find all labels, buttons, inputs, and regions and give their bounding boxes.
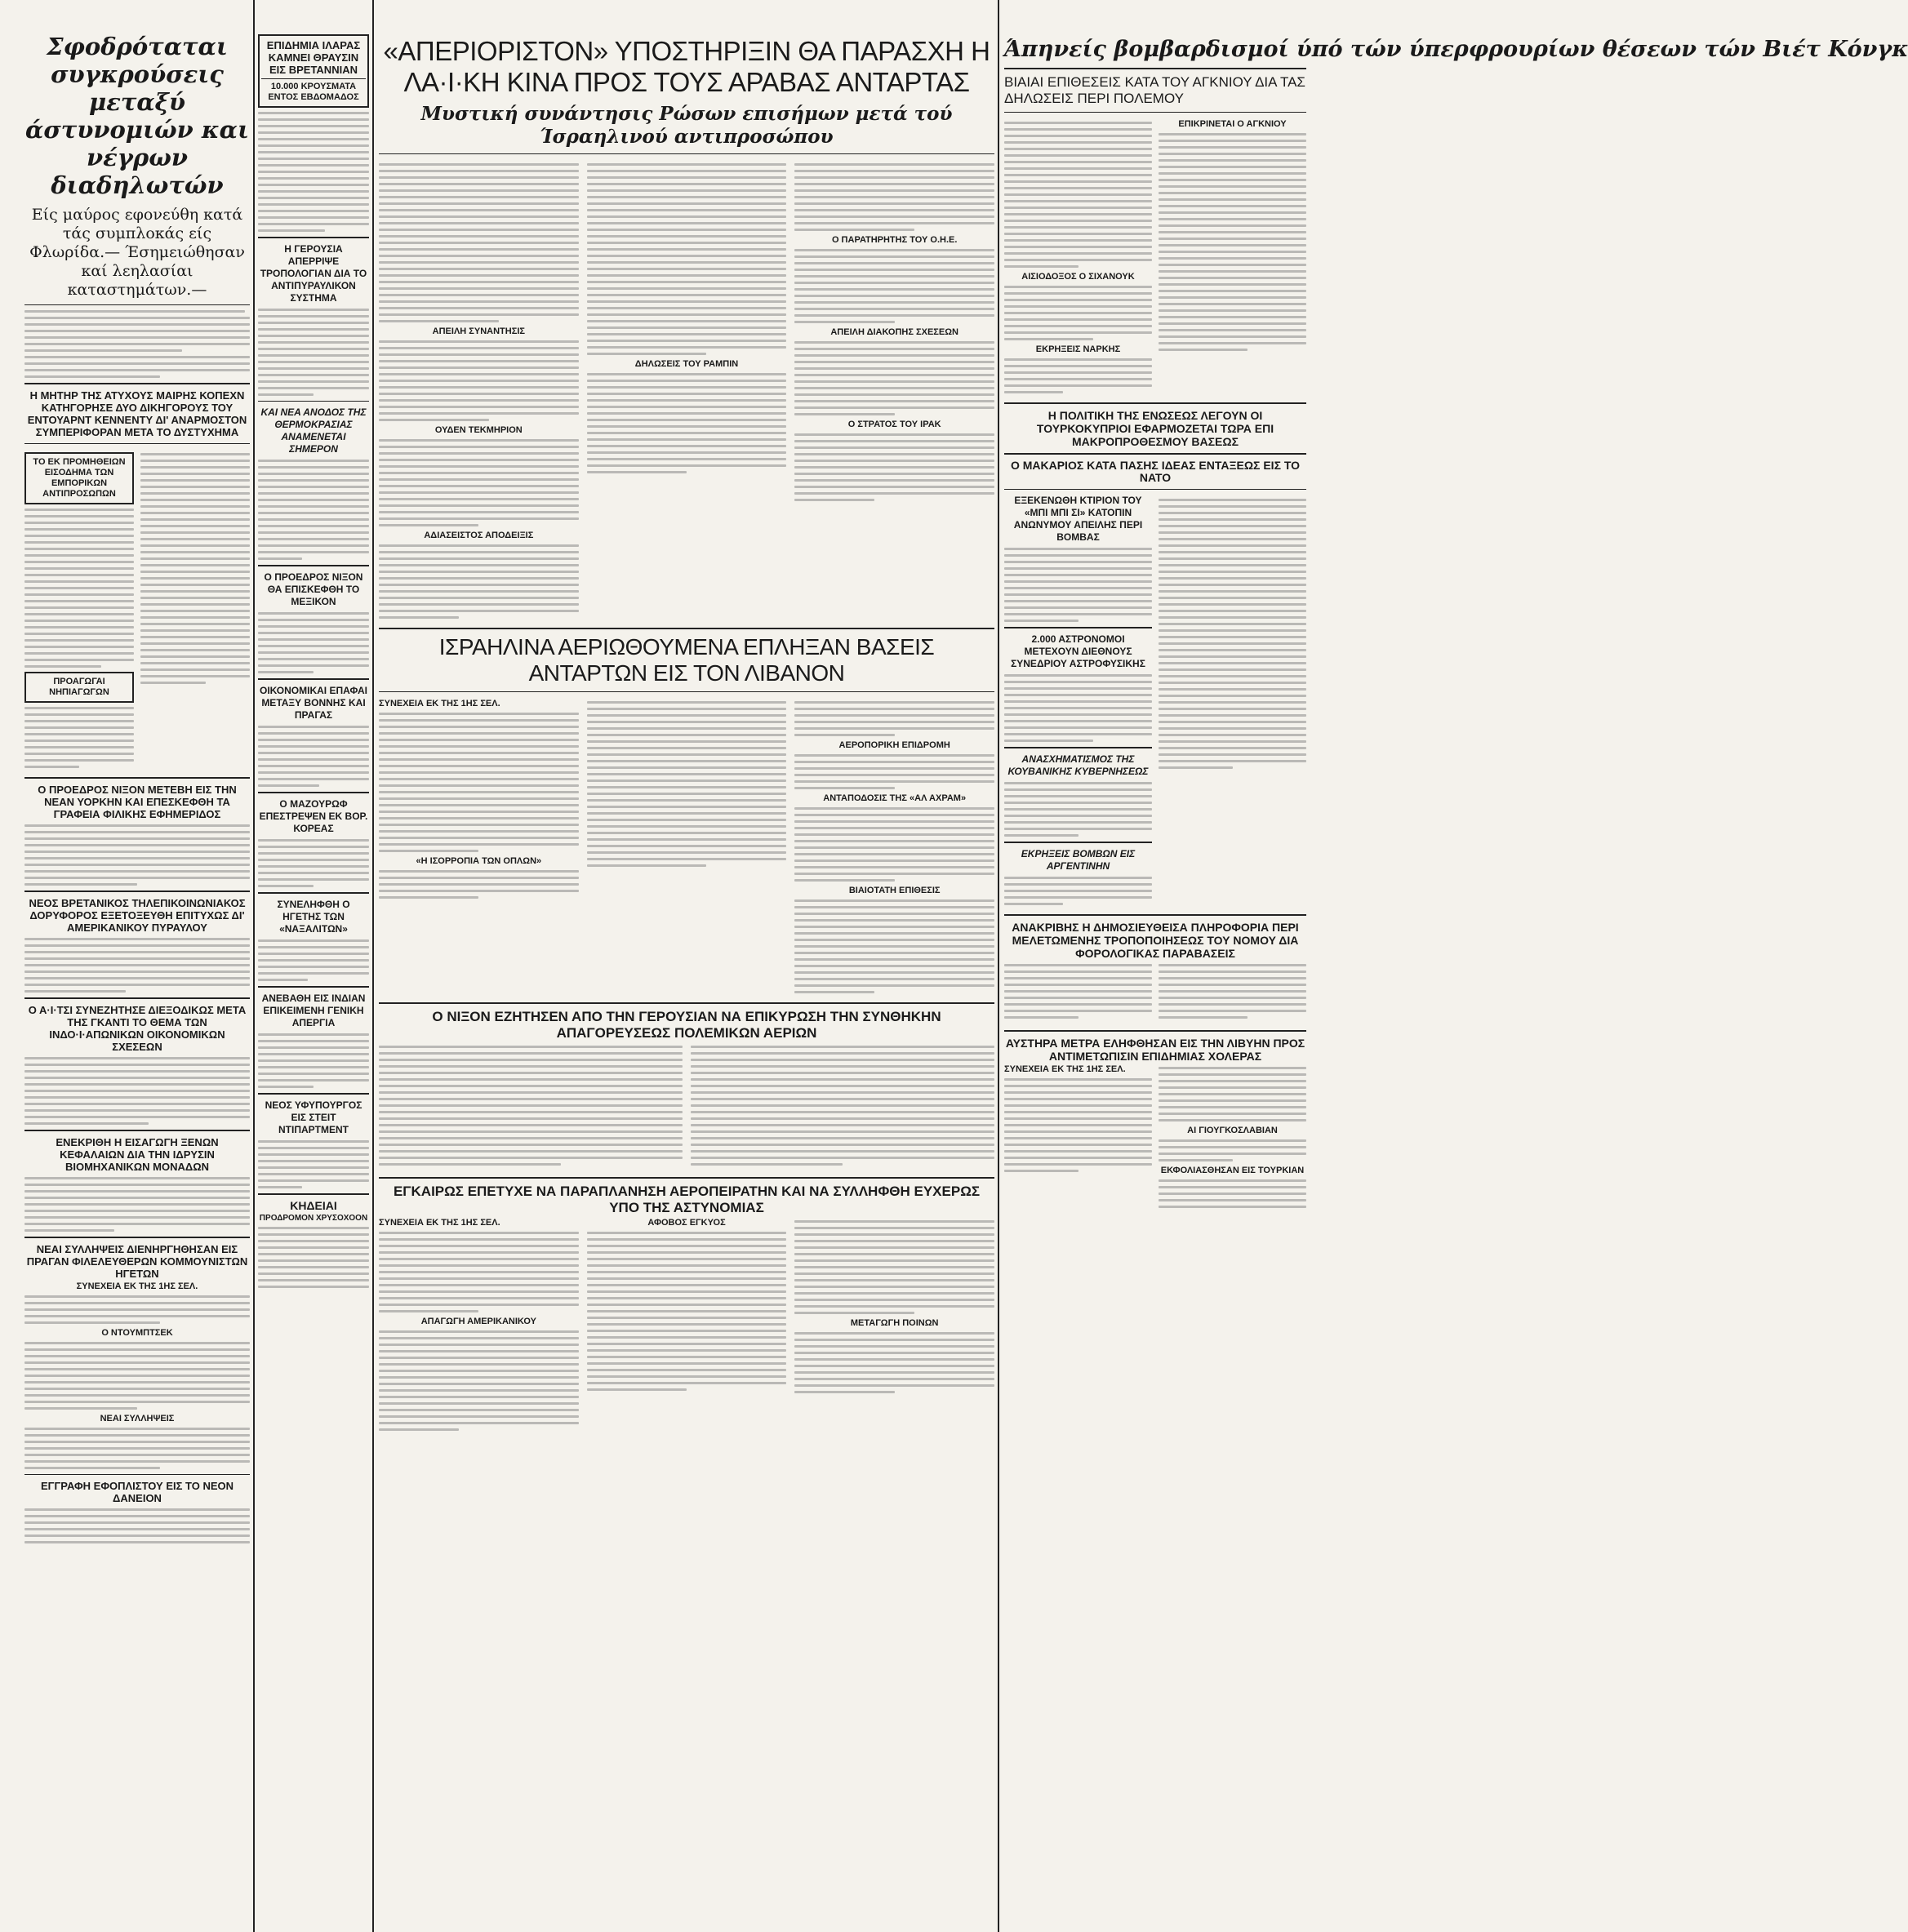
headline-aichi-gandhi: Ο Α·Ι·ΤΣΙ ΣΥΝΕΖΗΤΗΣΕ ΔΙΕΞΟΔΙΚΩΣ ΜΕΤΑ ΤΗΣ ΓΚΑΝΤΙ ΤΟ ΘΕΜΑ ΤΩΝ ΙΝΔΟ·Ι·ΑΠΩΝΙΚΩΝ ΟΙΚΟΝΟΜΙΚΩΝ ΣΧΕΣΕΩΝ bbox=[28, 1004, 247, 1053]
headline-naxalites: ΣΥΝΕΛΗΦΘΗ Ο ΗΓΕΤΗΣ ΤΩΝ «ΝΑΞΑΛΙΤΩΝ» bbox=[277, 899, 350, 935]
box-commercial bbox=[24, 452, 134, 504]
continuation-label: ΣΥΝΕΧΕΙΑ ΕΚ ΤΗΣ 1ΗΣ ΣΕΛ. bbox=[379, 1218, 500, 1228]
lead-subheadline: Είς μαύρος εφονεύθη κατά τάς συμπλοκάς είς Φλωρίδα.— Έσημειώθησαν καί λεηλασίαι καταστημάτων.— bbox=[29, 206, 245, 299]
headline-bbc-bomb: ΕΞΕΚΕΝΩΘΗ ΚΤΙΡΙΟΝ ΤΟΥ «ΜΠΙ ΜΠΙ ΣΙ» ΚΑΤΟΠΙΝ ΑΝΩΝΥΜΟΥ ΑΠΕΙΛΗΣ ΠΕΡΙ ΒΟΜΒΑΣ bbox=[1013, 495, 1143, 543]
subhead-yugoslavia: ΑΙ ΓΙΟΥΓΚΟΣΛΑΒΙΑΝ bbox=[1187, 1126, 1278, 1135]
headline-makarios-nato: Ο ΜΑΚΑΡΙΟΣ ΚΑΤΑ ΠΑΣΗΣ ΙΔΕΑΣ ΕΝΤΑΞΕΩΣ ΕΙΣ ΤΟ ΝΑΤΟ bbox=[1010, 459, 1301, 484]
column-rule bbox=[998, 0, 999, 1932]
subhead-pregnant: ΑΦΟΒΟΣ ΕΓΚΥΟΣ bbox=[647, 1218, 726, 1228]
headline-astronomers: 2.000 ΑΣΤΡΟΝΟΜΟΙ ΜΕΤΕΧΟΥΝ ΔΙΕΘΝΟΥΣ ΣΥΝΕΔΡΙΟΥ ΑΣΤΡΟΦΥΣΙΚΗΣ bbox=[1011, 633, 1145, 669]
banner-story bbox=[379, 159, 994, 623]
headline-satellite: ΝΕΟΣ ΒΡΕΤΑΝΙΚΟΣ ΤΗΛΕΠΙΚΟΙΝΩΝΙΑΚΟΣ ΔΟΡΥΦΟΡΟΣ ΕΞΕΤΟΞΕΥΘΗ ΕΠΙΤΥΧΩΣ ΔΙ' ΑΜΕΡΙΚΑΝΙΚΟΥ ΠΥΡΑΥΛΟΥ bbox=[29, 897, 246, 934]
subhead-breaking-relations: ΑΠΕΙΛΗ ΔΙΑΚΟΠΗΣ ΣΧΕΣΕΩΝ bbox=[830, 327, 958, 337]
nixon-gas-headline: Ο ΝΙΞΟΝ ΕΖΗΤΗΣΕΝ ΑΠΟ ΤΗΝ ΓΕΡΟΥΣΙΑΝ ΝΑ ΕΠΙΚΥΡΩΣΗ ΤΗΝ ΣΥΝΘΗΚΗΝ ΑΠΑΓΟΡΕΥΣΕΩΣ ΠΟΛΕΜΙΚΩΝ ΑΕΡΙΩΝ bbox=[432, 1009, 941, 1041]
box-commercial-title: ΤΟ ΕΚ ΠΡΟΜΗΘΕΙΩΝ ΕΙΣΟΔΗΜΑ ΤΩΝ ΕΜΠΟΡΙΚΩΝ ΑΝΤΙΠΡΟΣΩΠΩΝ bbox=[33, 457, 126, 499]
hijack-headline: ΕΓΚΑΙΡΩΣ ΕΠΕΤΥΧΕ ΝΑ ΠΑΡΑΠΛΑΝΗΣΗ ΑΕΡΟΠΕΙΡΑΤΗΝ ΚΑΙ ΝΑ ΣΥΛΛΗΦΘΗ ΕΥΧΕΡΩΣ ΥΠΟ ΤΗΣ ΑΣΤΥΝΟΜΙΑΣ bbox=[393, 1184, 981, 1215]
headline-bonn-prague: ΟΙΚΟΝΟΜΙΚΑΙ ΕΠΑΦΑΙ ΜΕΤΑΞΥ ΒΟΝΝΗΣ ΚΑΙ ΠΡΑΓΑΣ bbox=[260, 685, 367, 721]
headline-libya-cholera: ΑΥΣΤΗΡΑ ΜΕΤΡΑ ΕΛΗΦΘΗΣΑΝ ΕΙΣ ΤΗΝ ΛΙΒΥΗΝ ΠΡΟΣ ΑΝΤΙΜΕΤΩΠΙΣΙΝ ΕΠΙΔΗΜΙΑΣ ΧΟΛΕΡΑΣ bbox=[1005, 1037, 1305, 1063]
headline-mazurov: Ο ΜΑΖΟΥΡΩΦ ΕΠΕΣΤΡΕΨΕΝ ΕΚ ΒΟΡ. ΚΟΡΕΑΣ bbox=[259, 798, 368, 834]
continuation-label: ΣΥΝΕΧΕΙΑ ΕΚ ΤΗΣ 1ΗΣ ΣΕΛ. bbox=[1004, 1064, 1126, 1074]
box-nursery-title: ΠΡΟΑΓΩΓΑΙ ΝΗΠΙΑΓΩΓΩΝ bbox=[49, 677, 109, 697]
box-measles bbox=[258, 34, 369, 108]
israel-story bbox=[379, 697, 994, 997]
subhead-balance: «Η ΙΣΟΡΡΟΠΙΑ ΤΩΝ ΟΠΛΩΝ» bbox=[416, 856, 542, 866]
headline-turkish-cypriots: Η ΠΟΛΙΤΙΚΗ ΤΗΣ ΕΝΩΣΕΩΣ ΛΕΓΟΥΝ ΟΙ ΤΟΥΡΚΟΚΥΠΡΙΟΙ ΕΦΑΡΜΟΖΕΤΑΙ ΤΩΡΑ ΕΠΙ ΜΑΚΡΟΠΡΟΘΕΣΜΟΥ ΒΑΣΕΩΣ bbox=[1036, 409, 1274, 448]
subhead-turkey: ΕΚΦΟΛΙΑΣΘΗΣΑΝ ΕΙΣ ΤΟΥΡΚΙΑΝ bbox=[1160, 1166, 1305, 1175]
subhead-proof: ΑΔΙΑΣΕΙΣΤΟΣ ΑΠΟΔΕΙΞΙΣ bbox=[424, 531, 534, 540]
vietnam-lead: Άπηνείς βομβαρδισμοί ύπό τών ύπερφρουρίων θέσεων τών Βιέτ Κόνγκ bbox=[1004, 37, 1908, 62]
headline-prague-arrests: ΝΕΑΙ ΣΥΛΛΗΨΕΙΣ ΔΙΕΝΗΡΓΗΘΗΣΑΝ ΕΙΣ ΠΡΑΓΑΝ ΦΙΛΕΛΕΥΘΕΡΩΝ ΚΟΜΜΟΥΝΙΣΤΩΝ ΗΓΕΤΩΝ bbox=[26, 1243, 248, 1280]
headline-senate-abm: Η ΓΕΡΟΥΣΙΑ ΑΠΕΡΡΙΨΕ ΤΡΟΠΟΛΟΓΙΑΝ ΔΙΑ ΤΟ ΑΝΤΙΠΥΡΑΥΛΙΚΟΝ ΣΥΣΤΗΜΑ bbox=[260, 243, 367, 304]
subhead-rabin: ΔΗΛΩΣΕΙΣ ΤΟΥ ΡΑΜΠΙΝ bbox=[634, 359, 739, 369]
subhead-sihanouk: ΑΙΣΙΟΔΟΞΟΣ Ο ΣΙΧΑΝΟΥΚ bbox=[1021, 272, 1135, 282]
headline-shipowner-loan: ΕΓΓΡΑΦΗ ΕΦΟΠΛΙΣΤΟΥ ΕΙΣ ΤΟ ΝΕΟΝ ΔΑΝΕΙΟΝ bbox=[40, 1480, 234, 1504]
subhead-sentence-commute: ΜΕΤΑΓΩΓΗ ΠΟΙΝΩΝ bbox=[850, 1318, 939, 1328]
box-measles-title: ΕΠΙΔΗΜΙΑ ΙΛΑΡΑΣ ΚΑΜΝΕΙ ΘΡΑΥΣΙΝ ΕΙΣ ΒΡΕΤΑΝΝΙΑΝ bbox=[266, 39, 361, 76]
headline-tax-law: ΑΝΑΚΡΙΒΗΣ Η ΔΗΜΟΣΙΕΥΘΕΙΣΑ ΠΛΗΡΟΦΟΡΙΑ ΠΕΡΙ ΜΕΛΕΤΩΜΕΝΗΣ ΤΡΟΠΟΠΟΙΗΣΕΩΣ ΤΟΥ ΝΟΜΟΥ ΔΙΑ ΦΟΡΟΛΟΓΙΚΑΣ ΠΑΡΑΒΑΣΕΙΣ bbox=[1012, 921, 1299, 960]
headline-agnew: ΒΙΑΙΑΙ ΕΠΙΘΕΣΕΙΣ ΚΑΤΑ ΤΟΥ ΑΓΚΝΙΟΥ ΔΙΑ ΤΑΣ ΔΗΛΩΣΕΙΣ ΠΕΡΙ ΠΟΛΕΜΟΥ bbox=[1004, 74, 1305, 106]
banner-headline: «ΑΠΕΡΙΟΡΙΣΤΟΝ» ΥΠΟΣΤΗΡΙΞΙΝ ΘΑ ΠΑΡΑΣΧΗ Η ΛΑ·Ι·ΚΗ ΚΙΝΑ ΠΡΟΣ ΤΟΥΣ ΑΡΑΒΑΣ ΑΝΤΑΡΤΑΣ bbox=[383, 36, 990, 97]
subhead-no-evidence: ΟΥΔΕΝ ΤΕΚΜΗΡΙΟΝ bbox=[434, 425, 523, 435]
continuation-label: ΣΥΝΕΧΕΙΑ ΕΚ ΤΗΣ 1ΗΣ ΣΕΛ. bbox=[379, 699, 500, 708]
israel-headline: ΙΣΡΑΗΛΙΝΑ ΑΕΡΙΩΘΟΥΜΕΝΑ ΕΠΛΗΞΑΝ ΒΑΣΕΙΣ ΑΝΤΑΡΤΩΝ ΕΙΣ ΤΟΝ ΛΙΒΑΝΟΝ bbox=[438, 634, 935, 686]
subhead-air-raid: ΑΕΡΟΠΟΡΙΚΗ ΕΠΙΔΡΟΜΗ bbox=[838, 740, 950, 750]
column-2 bbox=[258, 0, 369, 1932]
subhead-retaliation: ΑΝΤΑΠΟΔΟΣΙΣ ΤΗΣ «ΑΛ ΑΧΡΑΜ» bbox=[823, 793, 967, 803]
box-nursery bbox=[24, 672, 134, 703]
column-4 bbox=[1004, 0, 1908, 1932]
column-1 bbox=[24, 0, 250, 1932]
headline-india-strike: ΑΝΕΒΑΘΗ ΕΙΣ ΙΝΔΙΑΝ ΕΠΙΚΕΙΜΕΝΗ ΓΕΝΙΚΗ ΑΠΕΡΓΙΑ bbox=[261, 993, 366, 1028]
headline-heat: ΚΑΙ ΝΕΑ ΑΝΟΔΟΣ ΤΗΣ ΘΕΡΜΟΚΡΑΣΙΑΣ ΑΝΑΜΕΝΕΤΑΙ ΣΗΜΕΡΟΝ bbox=[260, 406, 367, 455]
subhead-american-kidnap: ΑΠΑΓΩΓΗ ΑΜΕΡΙΚΑΝΙΚΟΥ bbox=[420, 1317, 536, 1326]
headline-funerals: ΚΗΔΕΙΑΙ bbox=[290, 1199, 337, 1212]
banner-subheadline: Μυστική συνάντησις Ρώσων επισήμων μετά τού Ίσραηλινού αντιπροσώπου bbox=[420, 103, 953, 148]
headline-cuba-reshuffle: ΑΝΑΣΧΗΜΑΤΙΣΜΟΣ ΤΗΣ ΚΟΥΒΑΝΙΚΗΣ ΚΥΒΕΡΝΗΣΕΩΣ bbox=[1007, 753, 1149, 777]
column-rule bbox=[372, 0, 374, 1932]
subhead-mine-blasts: ΕΚΡΗΞΕΙΣ ΝΑΡΚΗΣ bbox=[1035, 344, 1121, 354]
continuation-label: ΣΥΝΕΧΕΙΑ ΕΚ ΤΗΣ 1ΗΣ ΣΕΛ. bbox=[76, 1281, 198, 1291]
subhead-attack: ΒΙΑΙΟΤΑΤΗ ΕΠΙΘΕΣΙΣ bbox=[848, 886, 941, 895]
funeral-name: ΠΡΟΔΡΟΜΟΝ ΧΡΥΣΟΧΟΟΝ bbox=[259, 1214, 368, 1223]
headline-argentina-bombs: ΕΚΡΗΞΕΙΣ ΒΟΜΒΩΝ ΕΙΣ ΑΡΓΕΝΤΙΝΗΝ bbox=[1021, 848, 1136, 872]
subhead-new-arrests: ΝΕΑΙ ΣΥΛΛΗΨΕΙΣ bbox=[100, 1414, 175, 1423]
subhead-meeting: ΑΠΕΙΛΗ ΣΥΝΑΝΤΗΣΙΣ bbox=[432, 326, 525, 336]
subhead-dubcek: Ο ΝΤΟΥΜΠΤΣΕΚ bbox=[101, 1328, 173, 1338]
headline-nixon-mexico: Ο ΠΡΟΕΔΡΟΣ ΝΙΞΟΝ ΘΑ ΕΠΙΣΚΕΦΘΗ ΤΟ ΜΕΞΙΚΟΝ bbox=[264, 571, 363, 607]
center-column bbox=[379, 0, 994, 1932]
lead-headline: Σφοδρόταται συγκρούσεις μεταξύ άστυνομιών και νέγρων διαδηλωτών bbox=[25, 33, 249, 199]
subhead-iraq-army: Ο ΣΤΡΑΤΟΣ ΤΟΥ ΙΡΑΚ bbox=[847, 420, 941, 429]
headline-nixon-newyork: Ο ΠΡΟΕΔΡΟΣ ΝΙΞΟΝ ΜΕΤΕΒΗ ΕΙΣ ΤΗΝ ΝΕΑΝ ΥΟΡΚΗΝ ΚΑΙ ΕΠΕΣΚΕΦΘΗ ΤΑ ΓΡΑΦΕΙΑ ΦΙΛΙΚΗΣ ΕΦΗΜΕΡΙΔΟΣ bbox=[38, 784, 237, 820]
column-rule bbox=[253, 0, 255, 1932]
headline-kopechne: Η ΜΗΤΗΡ ΤΗΣ ΑΤΥΧΟΥΣ ΜΑΙΡΗΣ ΚΟΠΕΧΝ ΚΑΤΗΓΟΡΗΣΕ ΔΥΟ ΔΙΚΗΓΟΡΟΥΣ ΤΟΥ ΕΝΤΟΥΑΡΝΤ ΚΕΝΝΕΝΤΥ ΔΙ' ΑΝΑΡΜΟΣΤΟΝ ΣΥΜΠΕΡΙΦΟΡΑΝ ΜΕΤΑ ΤΟ ΔΥΣΤΥΧΗΜΑ bbox=[27, 389, 247, 438]
headline-foreign-capital: ΕΝΕΚΡΙΘΗ Η ΕΙΣΑΓΩΓΗ ΞΕΝΩΝ ΚΕΦΑΛΑΙΩΝ ΔΙΑ ΤΗΝ ΙΔΡΥΣΙΝ ΒΙΟΜΗΧΑΝΙΚΩΝ ΜΟΝΑΔΩΝ bbox=[56, 1136, 219, 1173]
subhead-agnew-criticized: ΕΠΙΚΡΙΝΕΤΑΙ Ο ΑΓΚΝΙΟΥ bbox=[1178, 119, 1287, 129]
subhead-un-observer: Ο ΠΑΡΑΤΗΡΗΤΗΣ ΤΟΥ Ο.Η.Ε. bbox=[831, 235, 958, 245]
box-measles-sub: 10.000 ΚΡΟΥΣΜΑΤΑ ΕΝΤΟΣ ΕΒΔΟΜΑΔΟΣ bbox=[268, 82, 359, 102]
headline-state-dept: ΝΕΟΣ ΥΦΥΠΟΥΡΓΟΣ ΕΙΣ ΣΤΕΙΤ ΝΤΙΠΑΡΤΜΕΝΤ bbox=[265, 1099, 362, 1135]
